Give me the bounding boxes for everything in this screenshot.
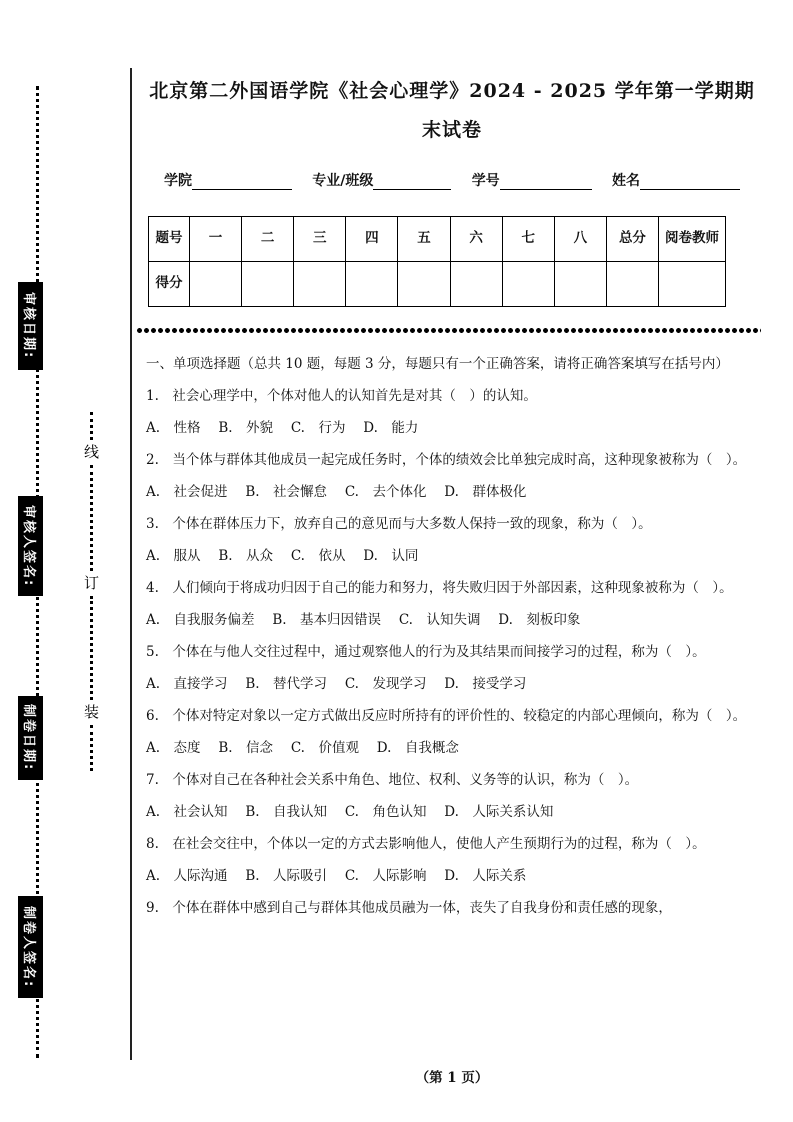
binding-line-column <box>84 412 99 780</box>
binding-dotted-segment <box>90 412 93 440</box>
score-cell <box>346 261 398 306</box>
exam-title-line1: 北京第二外国语学院《社会心理学》2024 - 2025 学年第一学期期 <box>149 80 755 102</box>
question-stem: 2. 当个体与群体其他成员一起完成任务时，个体的绩效会比单独完成时高，这种现象被称为（ ）。 <box>146 451 747 468</box>
score-cell <box>606 261 658 306</box>
binding-char-zhuang: 装 <box>84 703 100 721</box>
stamp-reviewer-signature-label: 审核人签名: <box>21 504 36 588</box>
binding-char-xian: 线 <box>84 443 100 461</box>
question-8 <box>146 834 758 887</box>
score-cell <box>242 261 294 306</box>
question-stem: 5. 个体在与他人交往过程中，通过观察他人的行为及其结果而间接学习的过程，称为（ ）。 <box>146 643 706 660</box>
score-table-score-row <box>149 261 726 306</box>
exam-title-line2: 末试卷 <box>421 118 482 141</box>
question-1 <box>146 386 758 439</box>
binding-dotted-segment <box>90 465 93 571</box>
field-name-blank <box>640 172 740 190</box>
field-school-label: 学院 <box>164 172 192 189</box>
score-header-total: 总分 <box>606 216 658 261</box>
question-options: A. 性格 B. 外貌 C. 行为 D. 能力 <box>146 419 419 436</box>
question-stem: 4. 人们倾向于将成功归因于自己的能力和努力，将失败归因于外部因素，这种现象被称为（ ）。 <box>146 579 733 596</box>
question-2 <box>146 450 758 503</box>
question-options: A. 服从 B. 从众 C. 依从 D. 认同 <box>146 547 419 564</box>
section-title: 一、单项选择题（总共 10 题，每题 3 分，每题只有一个正确答案，请将正确答案填写在括号内） <box>146 355 729 372</box>
score-header-col: 五 <box>398 216 450 261</box>
student-info-row <box>146 170 758 190</box>
binding-char-ding: 订 <box>84 574 100 592</box>
score-header-grader: 阅卷教师 <box>659 216 726 261</box>
question-stem: 3. 个体在群体压力下，放弃自己的意见而与大多数人保持一致的现象，称为（ ）。 <box>146 515 652 532</box>
question-7 <box>146 770 758 823</box>
field-major-class <box>312 170 451 190</box>
question-options: A. 人际沟通 B. 人际吸引 C. 人际影响 D. 人际关系 <box>146 867 527 884</box>
stamp-review-date <box>18 282 43 370</box>
stamp-paper-date <box>18 696 43 780</box>
exam-body <box>146 354 758 919</box>
question-5 <box>146 642 758 695</box>
question-6 <box>146 706 758 759</box>
question-options: A. 直接学习 B. 替代学习 C. 发现学习 D. 接受学习 <box>146 675 527 692</box>
score-cell <box>190 261 242 306</box>
page-number: （第 1 页） <box>415 1070 489 1086</box>
binding-dotted-segment <box>90 596 93 700</box>
question-options: A. 社会促进 B. 社会懈怠 C. 去个体化 D. 群体极化 <box>146 483 527 500</box>
field-major-class-blank <box>373 172 451 190</box>
question-stem: 9. 个体在群体中感到自己与群体其他成员融为一体，丧失了自我身份和责任感的现象， <box>146 899 672 916</box>
score-cell <box>554 261 606 306</box>
question-stem: 7. 个体对自己在各种社会关系中角色、地位、权利、义务等的认识，称为（ ）。 <box>146 771 639 788</box>
question-stem: 6. 个体对特定对象以一定方式做出反应时所持有的评价性的、较稳定的内部心理倾向，称为（ ）。 <box>146 707 747 724</box>
question-4 <box>146 578 758 631</box>
field-school-blank <box>192 172 292 190</box>
score-cell <box>502 261 554 306</box>
stamp-review-date-label: 审核日期: <box>21 292 36 360</box>
question-options: A. 自我服务偏差 B. 基本归因错误 C. 认知失调 D. 刻板印象 <box>146 611 581 628</box>
score-header-col: 七 <box>502 216 554 261</box>
question-3 <box>146 514 758 567</box>
stamp-paper-date-label: 制卷日期: <box>21 704 36 772</box>
stamp-reviewer-signature <box>18 496 43 596</box>
binding-dotted-segment <box>90 725 93 771</box>
score-header-col: 二 <box>242 216 294 261</box>
score-header-question-no: 题号 <box>149 216 190 261</box>
score-row-label: 得分 <box>149 261 190 306</box>
score-cell <box>659 261 726 306</box>
score-cell <box>398 261 450 306</box>
question-9 <box>146 898 758 919</box>
score-cell <box>450 261 502 306</box>
stamp-paper-maker-signature-label: 制卷人签名: <box>21 905 36 989</box>
exam-paper <box>146 80 758 919</box>
score-header-col: 四 <box>346 216 398 261</box>
score-header-col: 三 <box>294 216 346 261</box>
stamp-paper-maker-signature <box>18 896 43 998</box>
field-name-label: 姓名 <box>611 172 640 189</box>
field-student-id-blank <box>500 172 592 190</box>
score-header-col: 六 <box>450 216 502 261</box>
question-stem: 1. 社会心理学中，个体对他人的认知首先是对其（ ）的认知。 <box>146 387 537 404</box>
field-student-id <box>472 170 592 190</box>
question-stem: 8. 在社会交往中，个体以一定的方式去影响他人，使他人产生预期行为的过程，称为（ ）。 <box>146 835 706 852</box>
field-student-id-label: 学号 <box>471 172 500 189</box>
score-header-col: 一 <box>190 216 242 261</box>
score-table <box>148 216 726 307</box>
score-header-col: 八 <box>554 216 606 261</box>
question-options: A. 态度 B. 信念 C. 价值观 D. 自我概念 <box>146 739 459 756</box>
content-left-border <box>130 68 132 1060</box>
question-options: A. 社会认知 B. 自我认知 C. 角色认知 D. 人际关系认知 <box>146 803 554 820</box>
dotted-separator <box>136 327 761 334</box>
score-table-header-row <box>149 216 726 261</box>
field-school <box>164 170 292 190</box>
field-major-class-label: 专业/班级 <box>312 172 374 189</box>
score-cell <box>294 261 346 306</box>
field-name <box>612 170 740 190</box>
